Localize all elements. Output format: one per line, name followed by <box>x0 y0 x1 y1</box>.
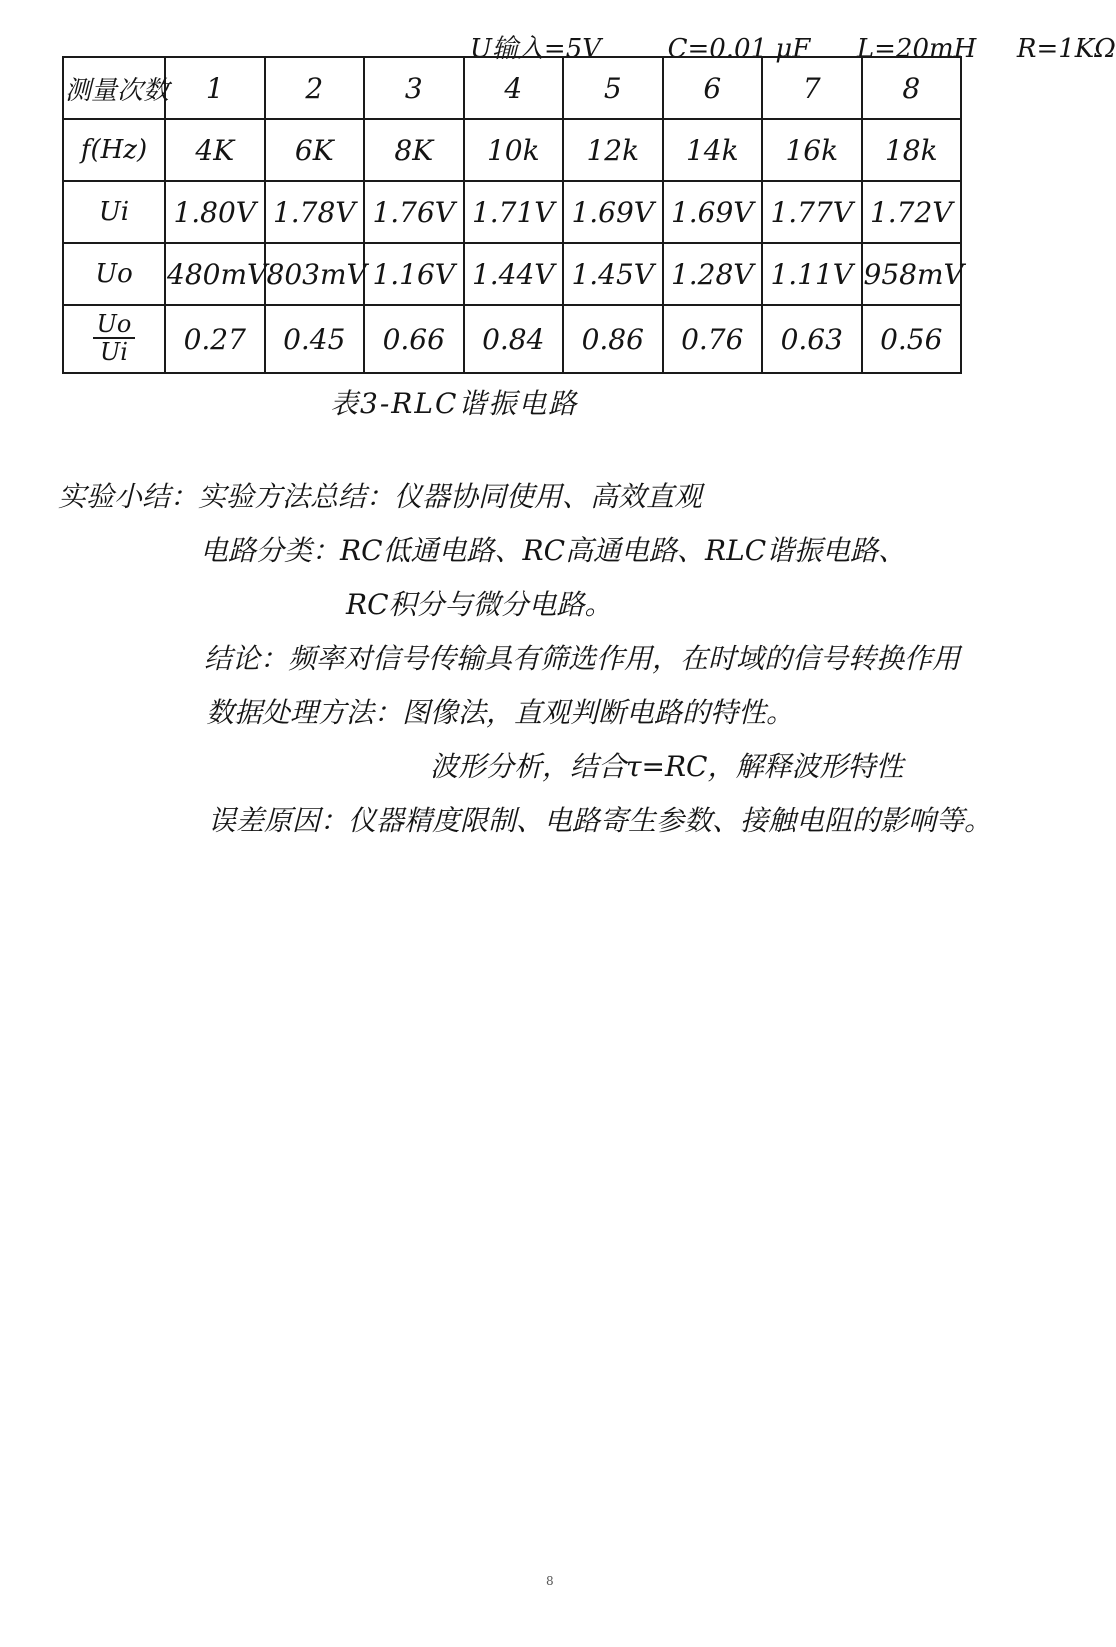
measurement-table <box>62 56 962 374</box>
header-col: 5 <box>563 57 663 119</box>
table-cell: 1.69V <box>663 181 763 243</box>
page-mark: 8 <box>546 1574 554 1588</box>
summary-line-conclusion <box>58 632 1068 686</box>
header-col: 3 <box>364 57 464 119</box>
table-cell: 1.71V <box>464 181 564 243</box>
experiment-summary <box>58 470 1068 848</box>
header-col: 6 <box>663 57 763 119</box>
table-cell: 1.45V <box>563 243 663 305</box>
table-cell: 958mV <box>862 243 962 305</box>
input-voltage: U输入=5V <box>470 34 602 64</box>
table-header-row <box>63 57 961 119</box>
table-cell: 0.86 <box>563 305 663 373</box>
summary-line-circuit-cont <box>58 578 1068 632</box>
summary-line-data <box>58 686 1068 740</box>
table-cell: 1.72V <box>862 181 962 243</box>
table-cell: 0.45 <box>265 305 365 373</box>
header-col: 8 <box>862 57 962 119</box>
table-cell: 6K <box>265 119 365 181</box>
table-caption: 表3-RLC谐振电路 <box>330 387 579 420</box>
fraction-denominator: Ui <box>100 338 128 366</box>
summary-line-method <box>58 470 1068 524</box>
table-cell: 8K <box>364 119 464 181</box>
table-cell: 1.16V <box>364 243 464 305</box>
table-cell: 1.80V <box>165 181 265 243</box>
header-col: 7 <box>762 57 862 119</box>
circuit-text-2: RC积分与微分电路。 <box>346 588 613 621</box>
table-cell: 12k <box>563 119 663 181</box>
header-col: 2 <box>265 57 365 119</box>
row-label-fraction <box>63 305 165 373</box>
table-cell: 16k <box>762 119 862 181</box>
inductance-value: L=20mH <box>856 34 977 64</box>
table-cell: 1.76V <box>364 181 464 243</box>
fraction-numerator: Uo <box>93 311 136 339</box>
error-text: 仪器精度限制、电路寄生参数、接触电阻的影响等。 <box>348 804 993 837</box>
header-label: 测量次数 <box>63 57 165 119</box>
table-cell: 18k <box>862 119 962 181</box>
row-label: Ui <box>63 181 165 243</box>
conclusion-text: 频率对信号传输具有筛选作用，在时域的信号转换作用 <box>288 642 961 675</box>
table-cell: 0.66 <box>364 305 464 373</box>
row-label: f(Hz) <box>63 119 165 181</box>
table-cell: 4K <box>165 119 265 181</box>
table-cell: 1.11V <box>762 243 862 305</box>
table-cell: 0.84 <box>464 305 564 373</box>
summary-line-error <box>58 794 1068 848</box>
table-cell: 1.28V <box>663 243 763 305</box>
method-label: 实验方法总结： <box>198 480 395 513</box>
summary-line-data-cont <box>58 740 1068 794</box>
table-cell: 14k <box>663 119 763 181</box>
method-text: 仪器协同使用、高效直观 <box>394 480 703 513</box>
circuit-label: 电路分类： <box>200 534 341 567</box>
table-cell: 10k <box>464 119 564 181</box>
capacitance-value: C=0.01 μF <box>667 34 811 64</box>
resistance-value: R=1KΩ <box>1016 34 1116 64</box>
table-cell: 1.69V <box>563 181 663 243</box>
header-col: 4 <box>464 57 564 119</box>
summary-line-circuit <box>58 524 1068 578</box>
table-row-ratio <box>63 305 961 373</box>
table-cell: 0.27 <box>165 305 265 373</box>
data-label: 数据处理方法： <box>206 696 403 729</box>
data-text-1: 图像法，直观判断电路的特性。 <box>402 696 795 729</box>
table-row-ui <box>63 181 961 243</box>
table-cell: 0.56 <box>862 305 962 373</box>
row-label: Uo <box>63 243 165 305</box>
data-text-2: 波形分析，结合τ=RC，解释波形特性 <box>430 750 904 783</box>
error-label: 误差原因： <box>208 804 349 837</box>
conclusion-label: 结论： <box>204 642 289 675</box>
summary-title: 实验小结： <box>58 480 199 513</box>
header-col: 1 <box>165 57 265 119</box>
table-cell: 803mV <box>265 243 365 305</box>
table-row-frequency <box>63 119 961 181</box>
circuit-text-1: RC低通电路、RC高通电路、RLC谐振电路、 <box>340 534 907 567</box>
measurement-table-container <box>62 56 962 374</box>
table-cell: 0.76 <box>663 305 763 373</box>
table-cell: 1.78V <box>265 181 365 243</box>
table-row-uo <box>63 243 961 305</box>
table-cell: 480mV <box>165 243 265 305</box>
table-cell: 0.63 <box>762 305 862 373</box>
table-cell: 1.44V <box>464 243 564 305</box>
table-cell: 1.77V <box>762 181 862 243</box>
fraction <box>93 311 136 365</box>
